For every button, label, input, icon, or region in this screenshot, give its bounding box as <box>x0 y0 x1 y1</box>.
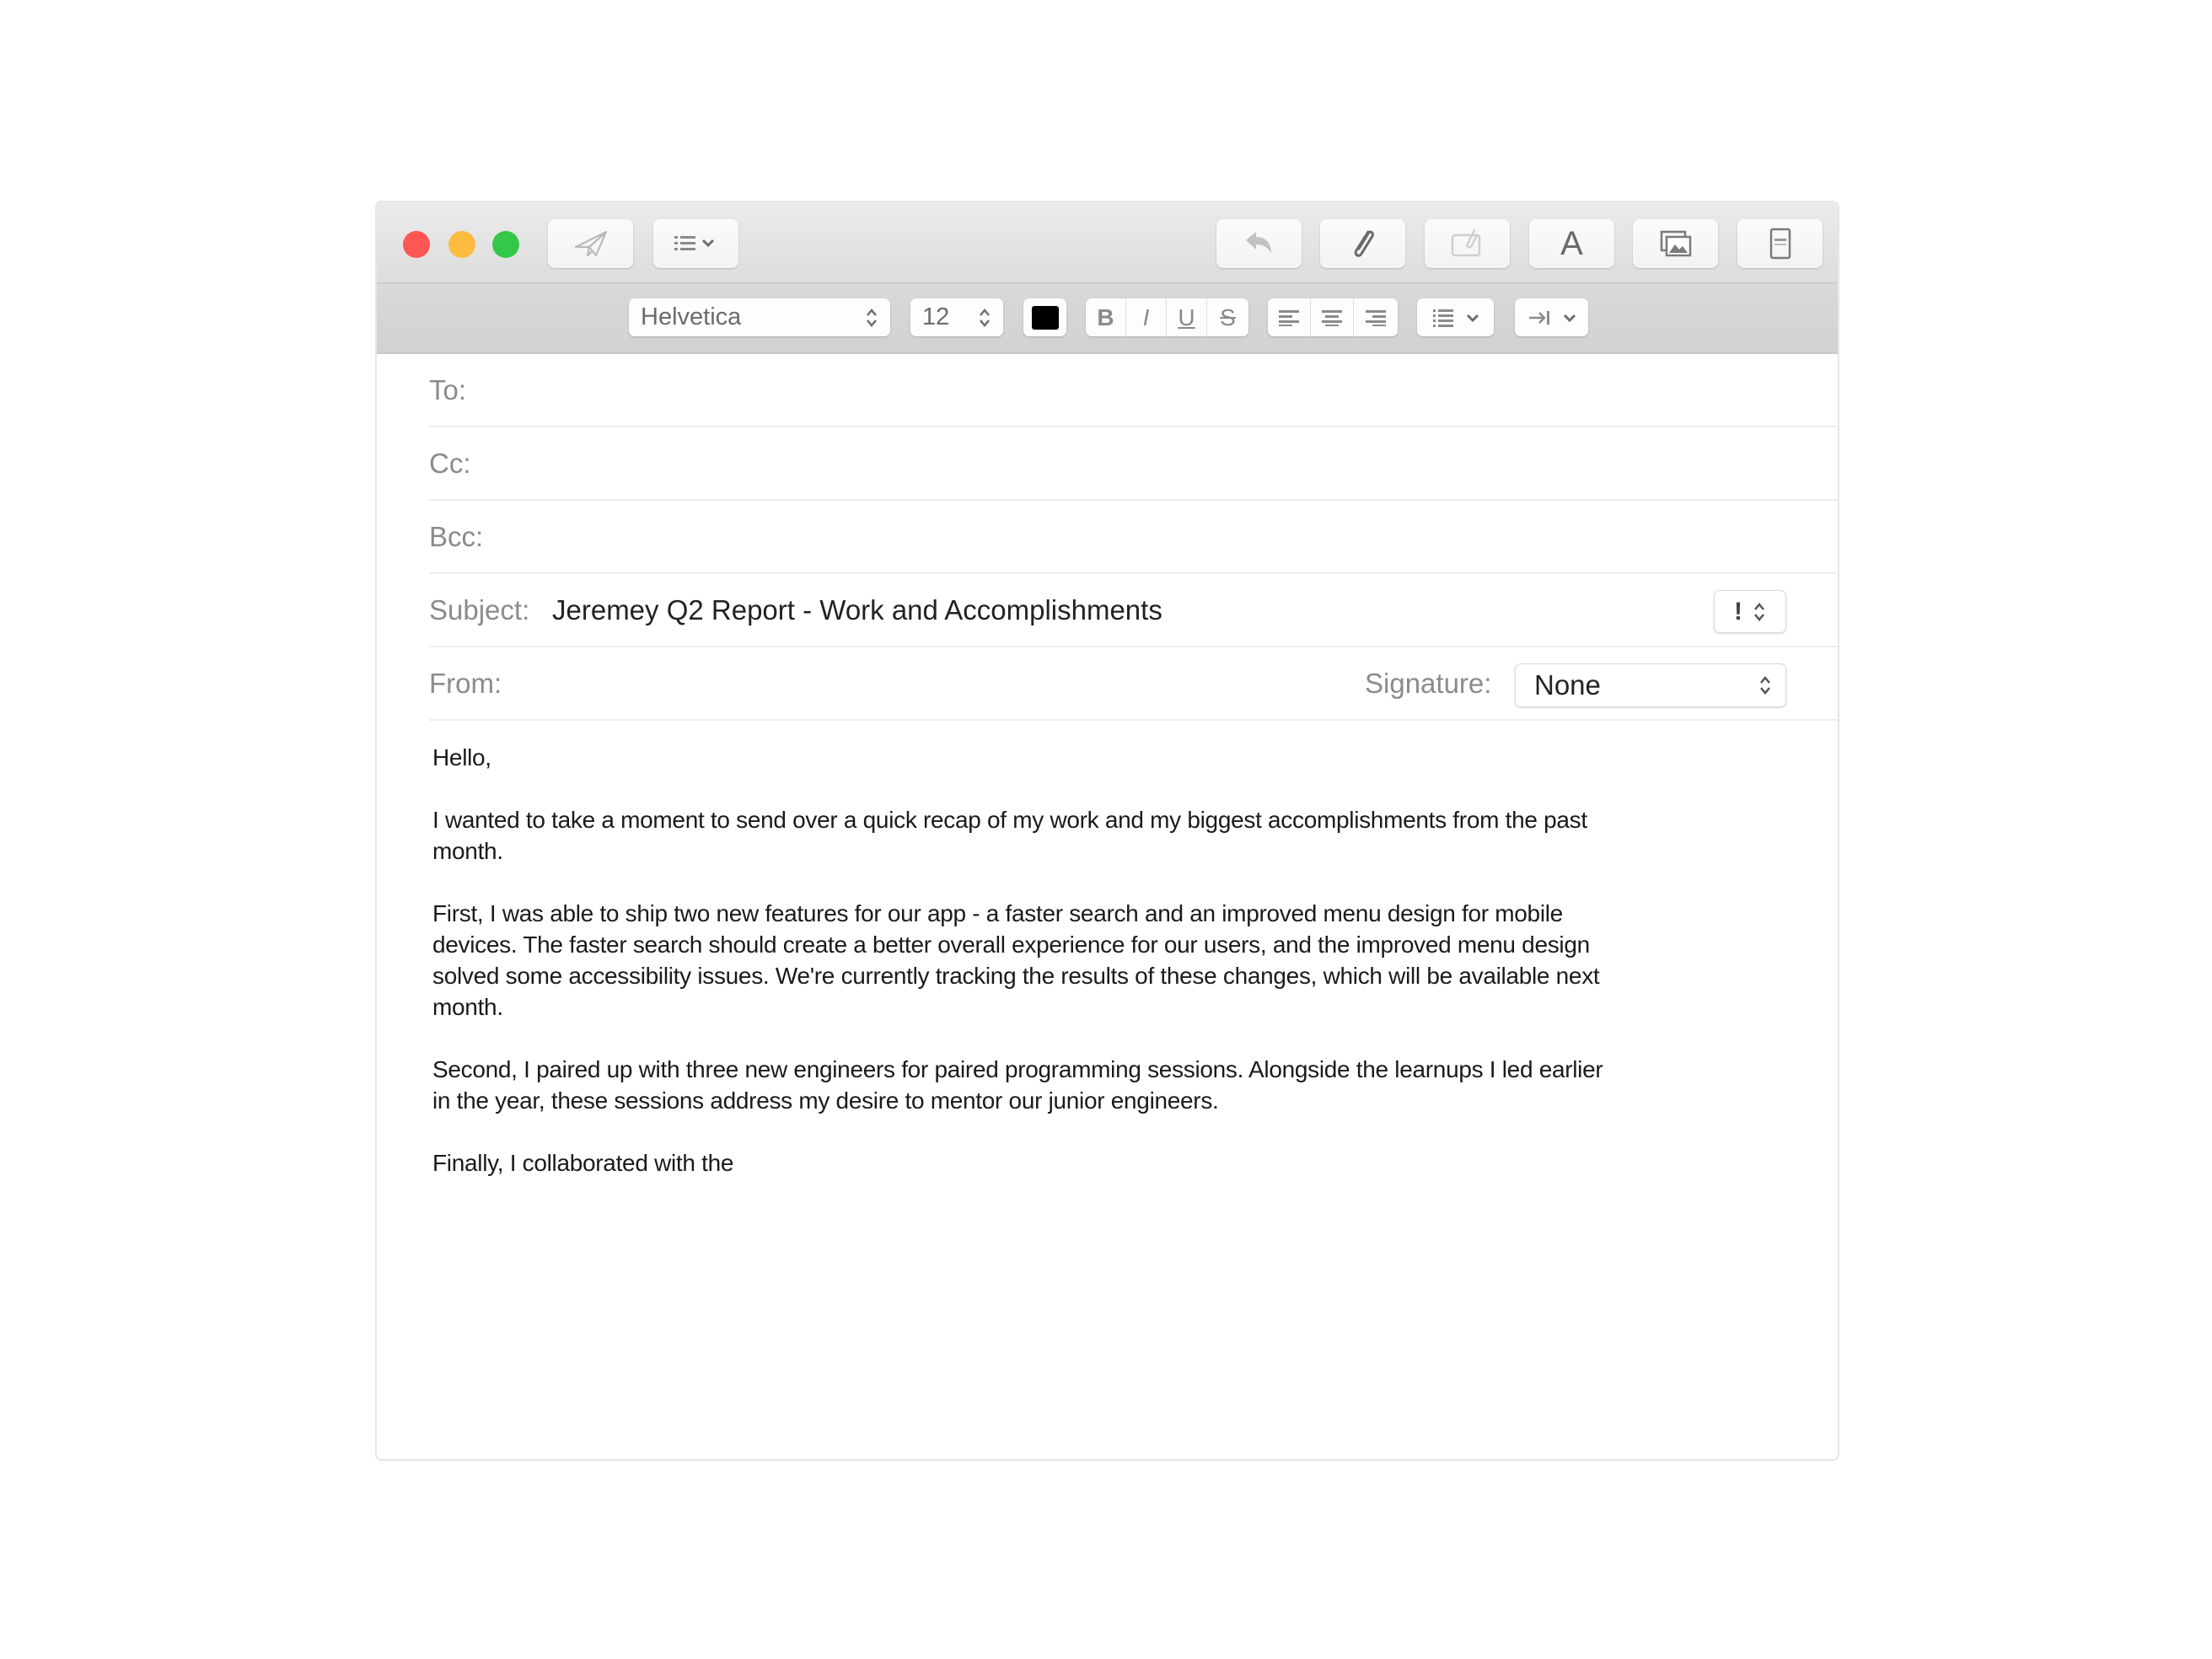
signature-popup[interactable] <box>1515 663 1786 707</box>
from-field-row <box>429 647 1838 721</box>
font-size-popup[interactable] <box>910 298 1003 336</box>
reply-arrow-icon <box>1243 228 1276 259</box>
subject-field-row <box>429 574 1838 647</box>
fonts-button[interactable] <box>1529 219 1614 268</box>
font-family-popup[interactable] <box>629 298 890 336</box>
list-chevron-icon <box>671 231 722 256</box>
align-center-icon <box>1321 309 1343 327</box>
font-a-icon: A <box>1560 224 1583 262</box>
close-button[interactable] <box>403 231 430 258</box>
indent-popup[interactable] <box>1515 298 1588 336</box>
attachment-box-icon <box>1449 227 1486 260</box>
stepper-icon <box>978 306 991 330</box>
photo-icon <box>1658 228 1694 259</box>
list-style-popup[interactable] <box>1417 298 1494 336</box>
toolbar <box>377 202 1838 284</box>
bcc-field-row[interactable] <box>429 501 1838 574</box>
photo-browser-button[interactable] <box>1633 219 1718 268</box>
body-line: month. <box>432 994 503 1020</box>
signature-value: None <box>1534 669 1601 701</box>
stepper-icon <box>1753 600 1766 624</box>
align-center-button[interactable] <box>1311 298 1354 336</box>
from-label: From: <box>429 668 502 699</box>
paragraph-gap <box>432 773 1787 804</box>
body-line: month. <box>432 838 503 864</box>
stationery-button[interactable] <box>1737 219 1823 268</box>
color-swatch <box>1032 306 1059 330</box>
chevron-down-icon <box>1563 313 1576 323</box>
paragraph <box>432 804 1787 867</box>
body-line: Finally, I collaborated with the <box>432 1150 734 1176</box>
underline-button[interactable]: U <box>1167 298 1207 336</box>
markup-attachment-button[interactable] <box>1425 219 1510 268</box>
paragraph-gap <box>432 1023 1787 1054</box>
cc-field-row[interactable] <box>429 427 1838 501</box>
subject-label: Subject: <box>429 594 530 625</box>
font-size-value: 12 <box>922 303 950 330</box>
minimize-button[interactable] <box>448 231 475 258</box>
text-style-group <box>1086 298 1248 336</box>
align-left-button[interactable] <box>1268 298 1311 336</box>
paper-plane-icon <box>572 228 609 259</box>
signature-label: Signature: <box>1365 668 1492 699</box>
zoom-button[interactable] <box>492 231 519 258</box>
body-line: I wanted to take a moment to send over a quick recap of my work and my biggest accomplishments from the past <box>432 807 1587 833</box>
paperclip-icon <box>1348 225 1378 262</box>
subject-input[interactable]: Jeremey Q2 Report - Work and Accomplishments <box>552 594 1162 625</box>
align-right-icon <box>1365 309 1387 327</box>
stepper-icon <box>1758 674 1772 697</box>
paragraph <box>432 898 1787 1023</box>
priority-value: ! <box>1734 597 1742 625</box>
cc-label: Cc: <box>429 448 471 479</box>
align-right-button[interactable] <box>1354 298 1398 336</box>
body-line: in the year, these sessions address my desire to mentor our junior engineers. <box>432 1087 1219 1114</box>
send-button[interactable] <box>548 219 633 268</box>
paragraph <box>432 1054 1787 1116</box>
paragraph <box>432 742 1787 773</box>
paragraph-gap <box>432 1116 1787 1147</box>
format-bar <box>377 284 1838 354</box>
font-family-value: Helvetica <box>641 303 742 330</box>
strikethrough-button[interactable]: S <box>1220 303 1236 330</box>
text-color-well[interactable] <box>1023 298 1066 336</box>
header-fields-button[interactable] <box>653 219 738 268</box>
body-line: First, I was able to ship two new features for our app - a faster search and an improved menu design for mobile <box>432 900 1563 926</box>
italic-button[interactable]: I <box>1126 298 1167 336</box>
indent-icon <box>1527 309 1551 327</box>
body-line: Second, I paired up with three new engineers for paired programming sessions. Alongside the learnups I led earlier <box>432 1056 1603 1082</box>
bcc-label: Bcc: <box>429 521 484 552</box>
reply-button[interactable] <box>1216 219 1302 268</box>
bold-button[interactable]: B <box>1086 298 1126 336</box>
attach-button[interactable] <box>1320 219 1405 268</box>
paragraph <box>432 1147 1787 1178</box>
list-icon <box>1432 307 1454 329</box>
body-line: solved some accessibility issues. We're currently tracking the results of these changes, which will be available next <box>432 963 1600 989</box>
priority-popup[interactable] <box>1714 590 1786 633</box>
to-label: To: <box>429 374 467 405</box>
chevron-down-icon <box>1466 313 1479 323</box>
body-line: devices. The faster search should create a better overall experience for our users, and the improved menu design <box>432 932 1590 958</box>
stepper-icon <box>865 306 878 330</box>
message-body-editor[interactable] <box>432 742 1787 1459</box>
stationery-icon <box>1768 227 1793 260</box>
compose-window <box>375 201 1839 1461</box>
body-line: Hello, <box>432 744 491 770</box>
align-left-icon <box>1278 309 1300 327</box>
to-field-row[interactable] <box>429 354 1838 427</box>
alignment-group <box>1268 298 1398 336</box>
paragraph-gap <box>432 867 1787 898</box>
